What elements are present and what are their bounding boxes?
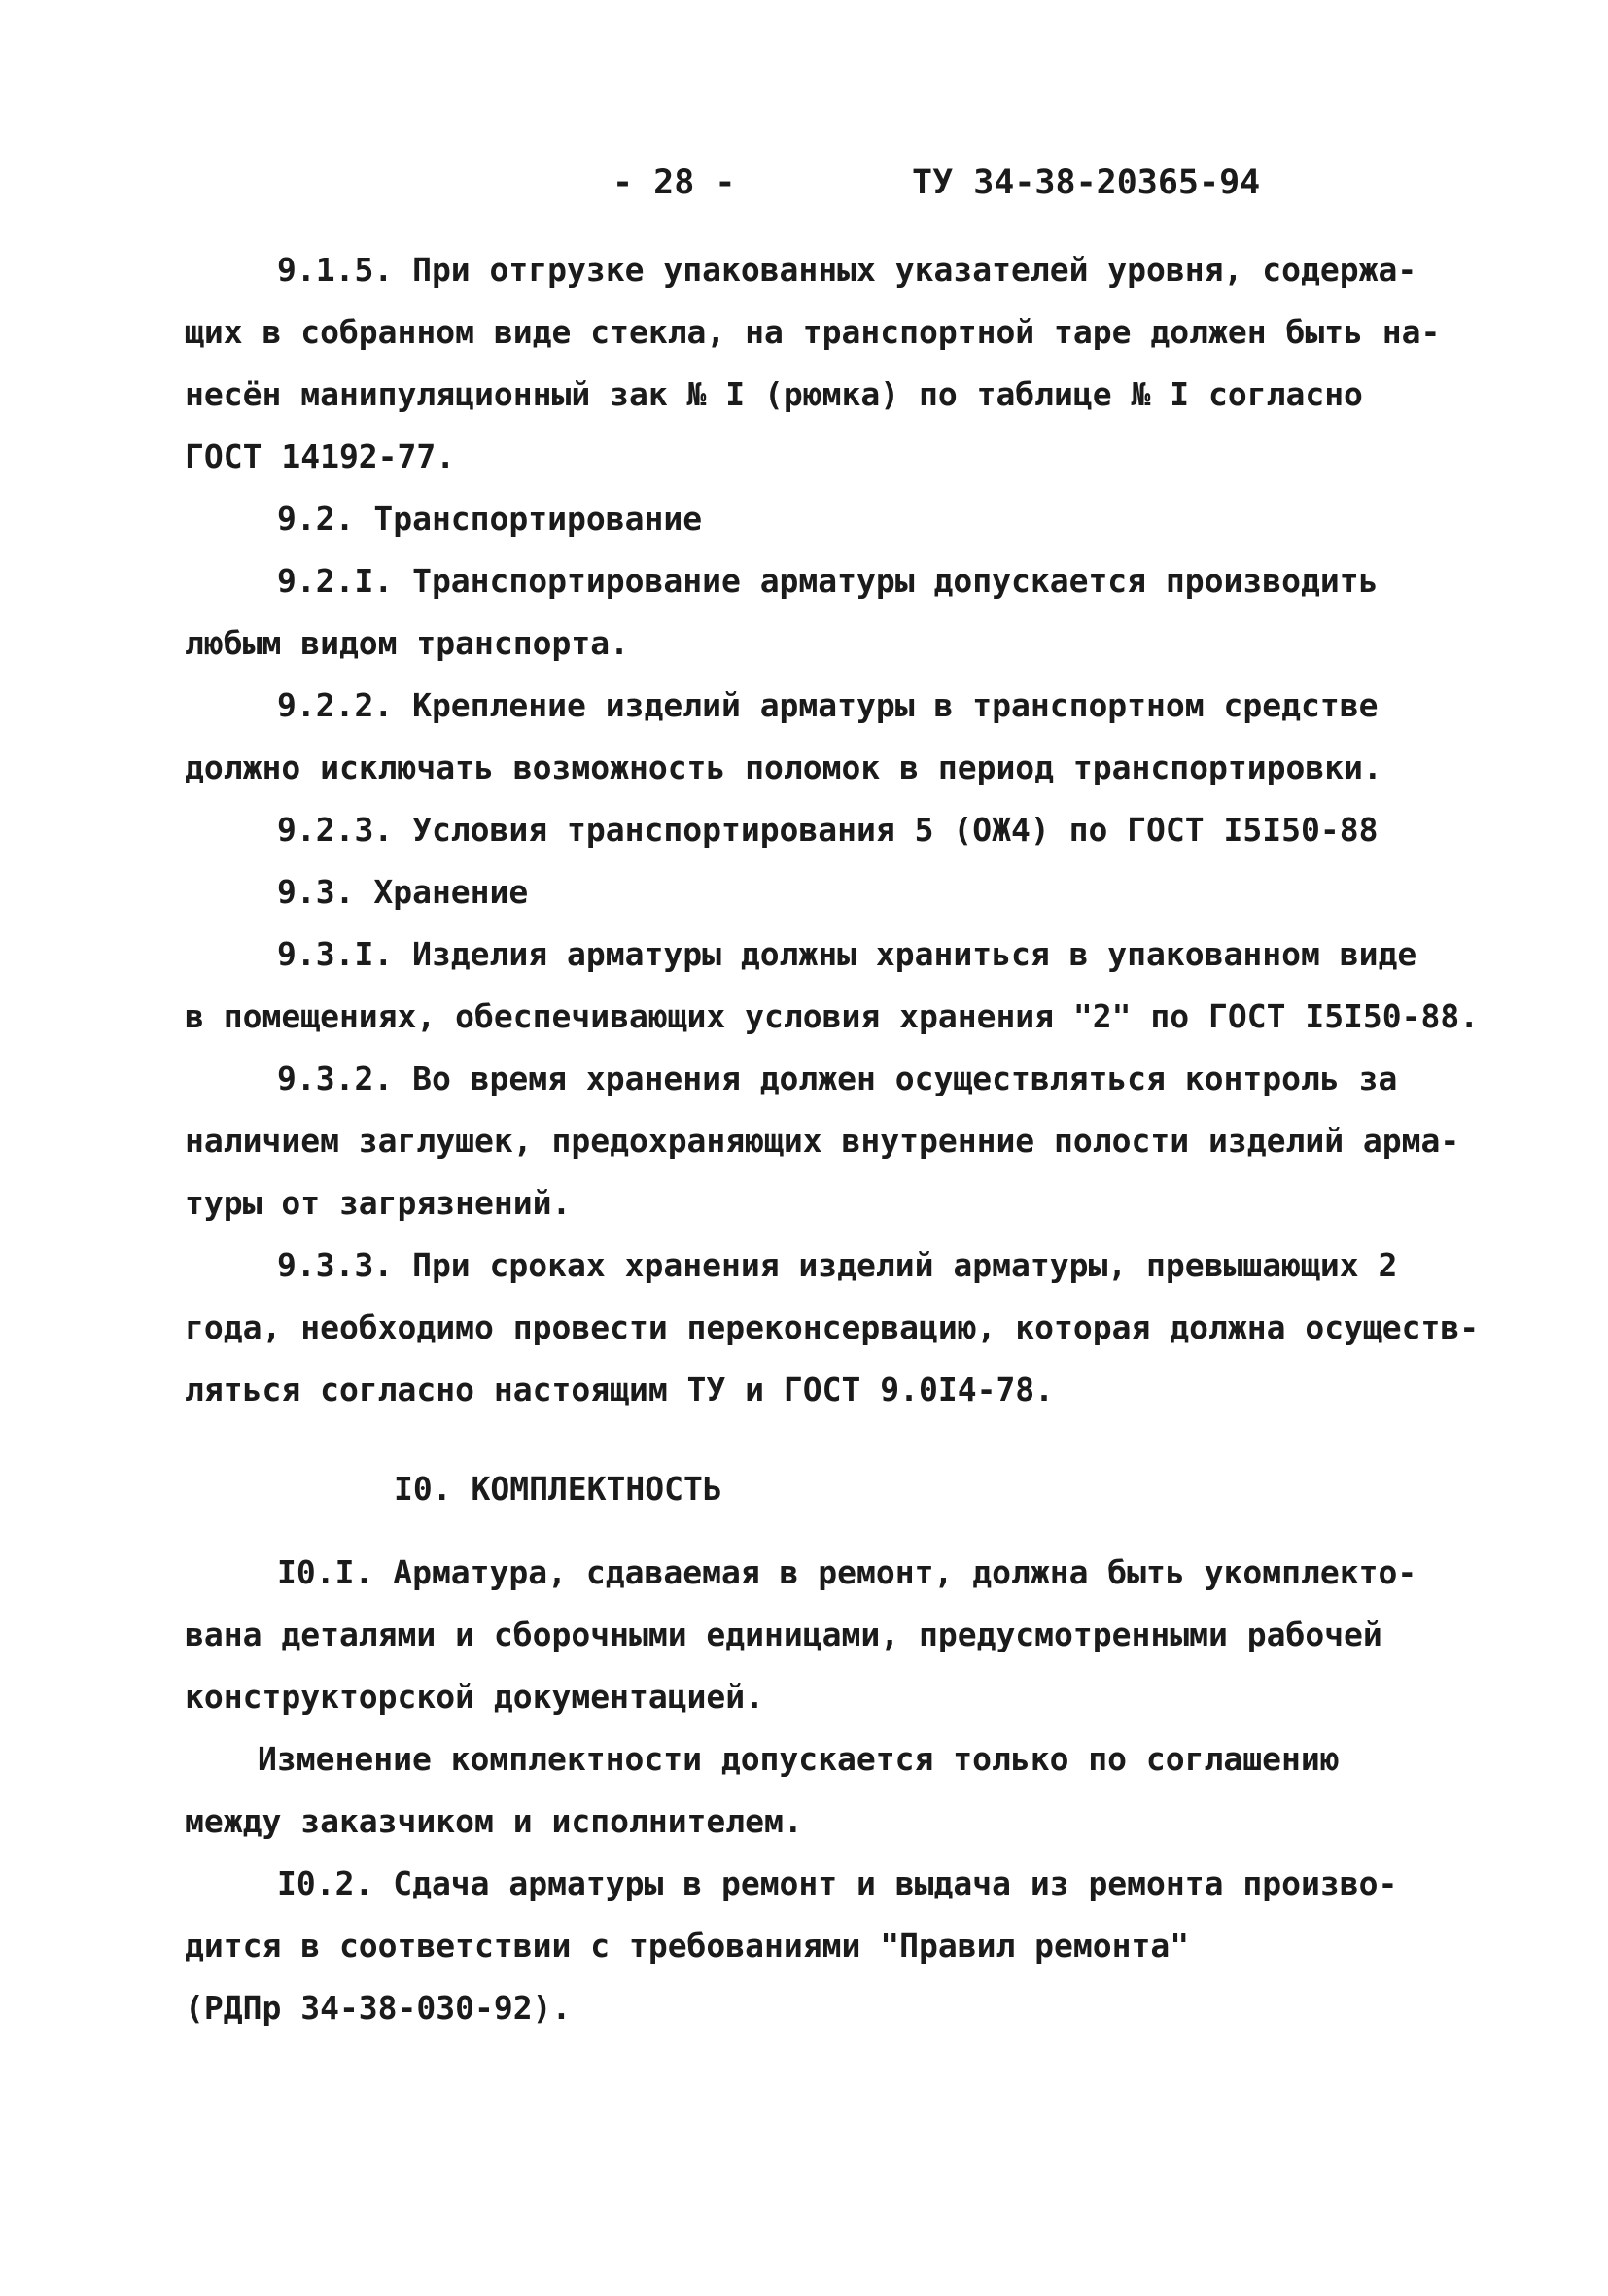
paragraph-9-3-1-line-2: в помещениях, обеспечивающих условия хранения "2" по ГОСТ I5I50-88. (185, 997, 1480, 1035)
paragraph-10-2-line-3: (РДПр 34-38-030-92). (185, 1989, 572, 2027)
paragraph-9-3-1-line-1: 9.3.I. Изделия арматуры должны храниться в упакованном виде (277, 935, 1417, 973)
paragraph-10-1-b-line-1: Изменение комплектности допускается только по соглашению (258, 1740, 1340, 1778)
paragraph-9-3-3-line-1: 9.3.3. При сроках хранения изделий арматуры, превышающих 2 (277, 1246, 1398, 1284)
page-number: - 28 - (612, 163, 736, 202)
paragraph-10-1-line-1: I0.I. Арматура, сдаваемая в ремонт, должна быть укомплекто- (277, 1553, 1417, 1591)
section-10-title: I0. КОМПЛЕКТНОСТЬ (394, 1470, 722, 1508)
paragraph-9-1-5-line-3: несён манипуляционный зак № I (рюмка) по таблице № I согласно (185, 375, 1363, 413)
paragraph-9-2-3: 9.2.3. Условия транспортирования 5 (ОЖ4) по ГОСТ I5I50-88 (277, 811, 1379, 849)
document-code: ТУ 34-38-20365-94 (912, 163, 1261, 202)
paragraph-10-2-line-1: I0.2. Сдача арматуры в ремонт и выдача из ремонта произво- (277, 1864, 1398, 1902)
paragraph-9-3-2-line-2: наличием заглушек, предохраняющих внутренние полости изделий арма- (185, 1122, 1460, 1160)
paragraph-10-1-line-2: вана деталями и сборочными единицами, предусмотренными рабочей (185, 1616, 1382, 1653)
paragraph-10-1-b-line-2: между заказчиком и исполнителем. (185, 1802, 803, 1840)
paragraph-9-2-1-line-2: любым видом транспорта. (185, 624, 629, 662)
paragraph-9-1-5-line-4: ГОСТ 14192-77. (185, 437, 456, 475)
paragraph-9-3-2-line-1: 9.3.2. Во время хранения должен осуществляться контроль за (277, 1060, 1398, 1097)
paragraph-9-2-2-line-1: 9.2.2. Крепление изделий арматуры в транспортном средстве (277, 686, 1379, 724)
paragraph-10-2-line-2: дится в соответствии с требованиями "Правил ремонта" (185, 1927, 1190, 1965)
paragraph-9-2-1-line-1: 9.2.I. Транспортирование арматуры допускается производить (277, 562, 1379, 600)
paragraph-9-3-2-line-3: туры от загрязнений. (185, 1184, 572, 1222)
heading-9-3: 9.3. Хранение (277, 873, 529, 911)
paragraph-9-2-2-line-2: должно исключать возможность поломок в период транспортировки. (185, 748, 1382, 786)
heading-9-2: 9.2. Транспортирование (277, 500, 703, 538)
paragraph-10-1-line-3: конструкторской документацией. (185, 1678, 765, 1716)
paragraph-9-3-3-line-3: ляться согласно настоящим ТУ и ГОСТ 9.0I4-78. (185, 1371, 1055, 1409)
paragraph-9-3-3-line-2: года, необходимо провести переконсервацию, которая должна осуществ- (185, 1308, 1480, 1346)
paragraph-9-1-5-line-2: щих в собранном виде стекла, на транспортной таре должен быть на- (185, 313, 1441, 351)
paragraph-9-1-5-line-1: 9.1.5. При отгрузке упакованных указателей уровня, содержа- (277, 251, 1417, 289)
